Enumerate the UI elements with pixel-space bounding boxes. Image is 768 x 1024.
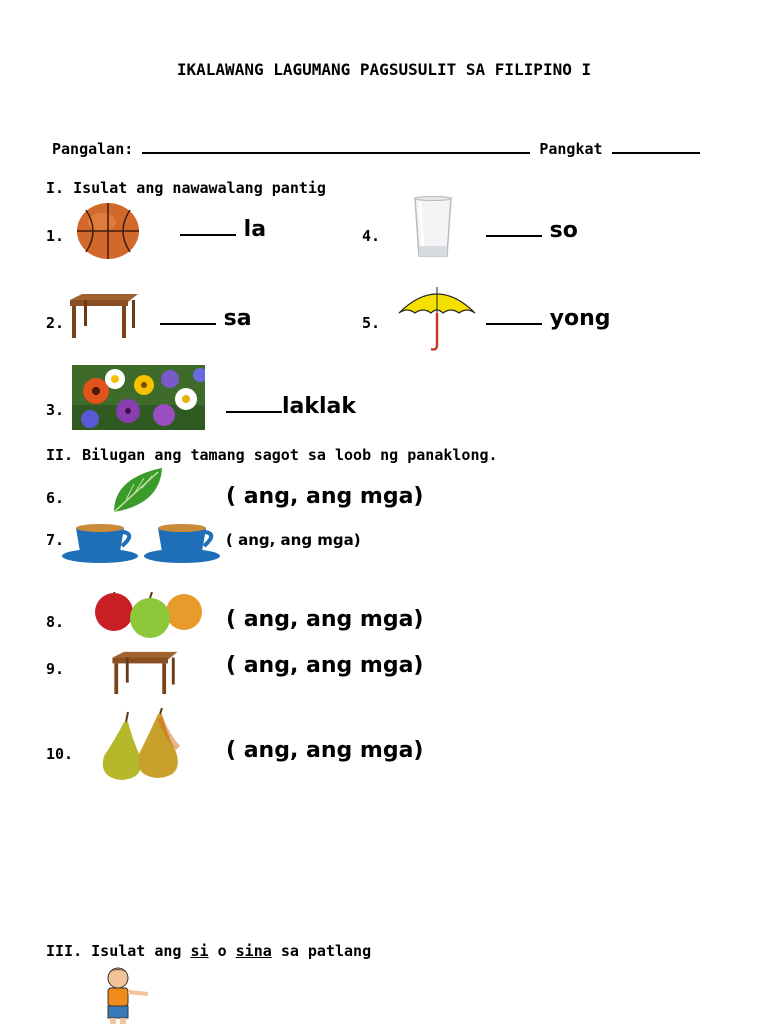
item-2-number: 2. [46, 314, 65, 332]
leaf-icon [110, 464, 166, 516]
name-row [52, 140, 700, 158]
item-2-suffix: sa [223, 306, 252, 331]
section-3-heading-post: sa patlang [280, 942, 372, 960]
item-1-number: 1. [46, 227, 65, 245]
basketball-icon [76, 202, 140, 260]
item-1-suffix: la [243, 217, 267, 242]
section-3-heading-pre: III. Isulat ang [46, 942, 182, 960]
item-3-answer [226, 394, 356, 419]
cups-icon [60, 520, 222, 566]
item-1-blank[interactable] [180, 234, 236, 236]
item-7-number: 7. [46, 531, 65, 549]
name-field[interactable] [142, 152, 530, 154]
item-3-suffix: laklak [282, 394, 357, 419]
section-3-heading-mid: o [217, 942, 227, 960]
item-2-answer [160, 306, 252, 331]
item-9-choice[interactable]: ( ang, ang mga) [226, 653, 424, 678]
item-4-suffix: so [549, 218, 578, 243]
page-title: IKALAWANG LAGUMANG PAGSUSULIT SA FILIPINO I [176, 60, 592, 79]
item-5-answer [486, 306, 611, 331]
item-3-number: 3. [46, 401, 65, 419]
item-5-number: 5. [362, 314, 381, 332]
group-label: Pangkat [539, 140, 603, 158]
section-3-word-si: si [190, 942, 209, 960]
table-icon [110, 650, 180, 696]
item-4-blank[interactable] [486, 235, 542, 237]
item-9-number: 9. [46, 660, 65, 678]
item-4-number: 4. [362, 227, 381, 245]
table-icon [68, 292, 140, 340]
item-4-answer [486, 218, 578, 243]
item-6-choice[interactable]: ( ang, ang mga) [226, 484, 424, 509]
glass-icon [412, 196, 454, 260]
item-6-number: 6. [46, 489, 65, 507]
group-field[interactable] [612, 152, 700, 154]
item-10-choice[interactable]: ( ang, ang mga) [226, 738, 424, 763]
flowers-icon [72, 365, 205, 430]
item-7-choice[interactable]: ( ang, ang mga) [226, 531, 361, 549]
item-2-blank[interactable] [160, 323, 216, 325]
section-3-word-sina: sina [235, 942, 272, 960]
section-3-heading [46, 942, 371, 960]
umbrella-icon [397, 283, 477, 353]
item-5-blank[interactable] [486, 323, 542, 325]
apples-icon [92, 592, 204, 638]
pears-icon [98, 708, 188, 784]
item-8-choice[interactable]: ( ang, ang mga) [226, 607, 424, 632]
name-label: Pangalan: [52, 140, 134, 158]
item-3-blank[interactable] [226, 411, 282, 413]
item-5-suffix: yong [549, 306, 611, 331]
section-2-heading: II. Bilugan ang tamang sagot sa loob ng panaklong. [46, 446, 498, 464]
section-1-heading: I. Isulat ang nawawalang pantig [46, 179, 326, 197]
item-1-answer [180, 217, 266, 242]
item-8-number: 8. [46, 613, 65, 631]
item-10-number: 10. [46, 745, 74, 763]
boy-icon [96, 966, 158, 1024]
